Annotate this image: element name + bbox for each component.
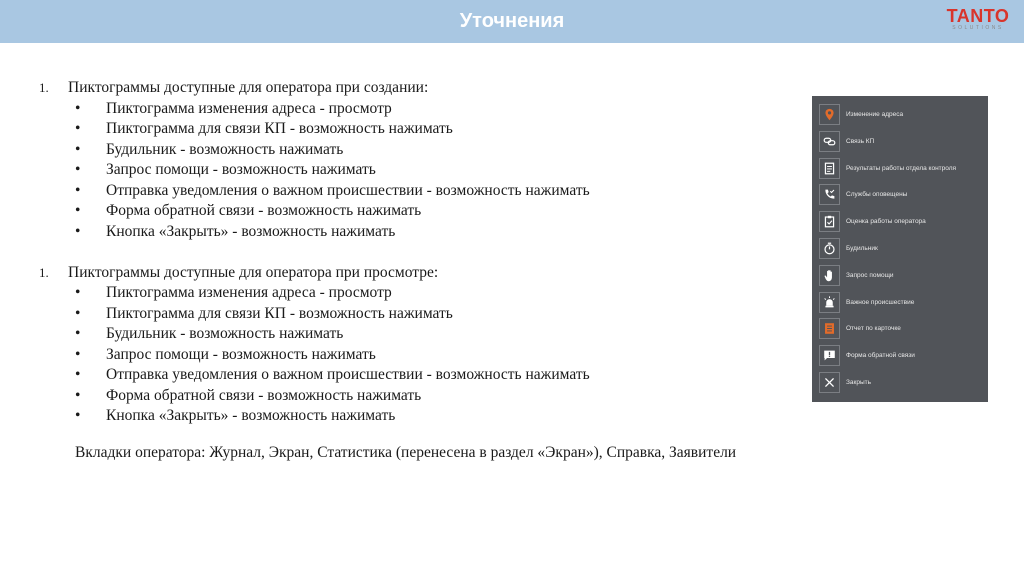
menu-item-label: Изменение адреса [846,111,904,118]
menu-item-label: Важное происшествие [846,298,915,306]
bullet-item [30,119,790,140]
bullet-item [30,365,790,386]
hand-icon [819,265,840,286]
bullet-dot: • [75,284,81,301]
bullet-text: Будильник - возможность нажимать [106,140,344,158]
bullet-text: Пиктограмма изменения адреса - просмотр [106,99,392,117]
bullet-dot: • [75,366,81,383]
section-title [30,78,790,99]
bullet-item [30,160,790,181]
logo-text: TANTO [946,6,1010,26]
menu-item-link-kp[interactable] [812,129,988,156]
bullet-list [30,99,790,243]
menu-item-label: Службы оповещены [846,191,908,199]
bullet-dot: • [75,222,81,240]
bullet-text: Пиктограмма для связи КП - возможность нажимать [106,304,453,322]
section-number: 1. [39,264,49,280]
menu-item-label: Оценка работы оператора [846,218,926,226]
operator-tabs-note: Вкладки оператора: Журнал, Экран, Статистика (перенесена в раздел «Экран»), Справка, Заявители [75,443,737,461]
bullet-dot: • [75,407,81,424]
bullet-dot: • [75,140,81,158]
menu-item-operator-rating[interactable] [812,209,988,236]
menu-item-label: Будильник [846,244,878,252]
menu-item-label: Отчет по карточке [846,325,901,333]
menu-item-control-results[interactable] [812,156,988,183]
tanto-logo [938,7,1018,37]
logo-subtext: SOLUTIONS [952,25,1004,31]
bullet-dot: • [75,325,81,342]
menu-item-label: Связь КП [846,137,875,145]
bullet-item [30,345,790,366]
bullet-item [30,324,790,345]
menu-item-close[interactable] [812,370,988,397]
page-title: Уточнения [459,10,565,32]
document-icon [819,158,840,179]
menu-item-label: Форма обратной связи [846,352,915,360]
menu-item-important-incident[interactable] [812,290,988,317]
bullet-item [30,406,790,427]
bullet-dot: • [75,304,81,322]
bullet-item [30,222,790,243]
menu-item-label: Результаты работы отдела контроля [846,164,957,172]
bullet-item [30,283,790,304]
menu-item-services-notified[interactable] [812,182,988,209]
bullet-text: Запрос помощи - возможность нажимать [106,345,376,363]
bullet-text: Кнопка «Закрыть» - возможность нажимать [106,222,396,240]
main-content [30,78,790,463]
bullet-list [30,283,790,427]
bullet-item [30,386,790,407]
section-title [30,263,790,284]
section-view [30,263,790,427]
bullet-text: Форма обратной связи - возможность нажимать [106,386,422,404]
bullet-text: Форма обратной связи - возможность нажимать [106,202,422,219]
bullet-item [30,201,790,222]
bullet-text: Пиктограмма для связи КП - возможность нажимать [106,120,453,137]
bullet-dot: • [75,202,81,219]
menu-item-alarm-clock[interactable] [812,236,988,263]
close-icon [819,372,840,393]
section-number: 1. [39,80,49,95]
clipboard-check-icon [819,211,840,232]
report-icon [819,318,840,339]
stopwatch-icon [819,238,840,259]
feedback-icon [819,345,840,366]
header-bar [0,0,1024,43]
bullet-dot: • [75,386,81,404]
section-title-text: Пиктограммы доступные для оператора при просмотре: [68,263,439,281]
bullet-item [30,140,790,161]
menu-item-feedback-form[interactable] [812,343,988,370]
bullet-item [30,181,790,202]
bullet-text: Запрос помощи - возможность нажимать [106,161,376,178]
icon-menu-panel [812,96,988,402]
menu-item-label: Закрыть [846,378,872,386]
bullet-text: Будильник - возможность нажимать [106,325,344,342]
menu-item-card-report[interactable] [812,316,988,343]
bullet-dot: • [75,120,81,137]
menu-item-help-request[interactable] [812,263,988,290]
section-title-text: Пиктограммы доступные для оператора при создании: [68,79,429,96]
bullet-dot: • [75,181,81,199]
bullet-text: Отправка уведомления о важном происшествии - возможность нажимать [106,366,590,383]
bullet-text: Пиктограмма изменения адреса - просмотр [106,284,392,301]
menu-item-change-address[interactable] [812,102,988,129]
bullet-dot: • [75,161,81,178]
menu-item-label: Запрос помощи [846,271,894,279]
alarm-bell-icon [819,292,840,313]
bullet-item [30,99,790,120]
phone-check-icon [819,184,840,205]
link-icon [819,131,840,152]
bullet-dot: • [75,99,81,117]
bullet-item [30,304,790,325]
location-pin-icon [819,104,840,125]
section-create [30,78,790,242]
bullet-dot: • [75,345,81,363]
bullet-text: Отправка уведомления о важном происшествии - возможность нажимать [106,181,590,199]
bullet-text: Кнопка «Закрыть» - возможность нажимать [106,407,396,424]
